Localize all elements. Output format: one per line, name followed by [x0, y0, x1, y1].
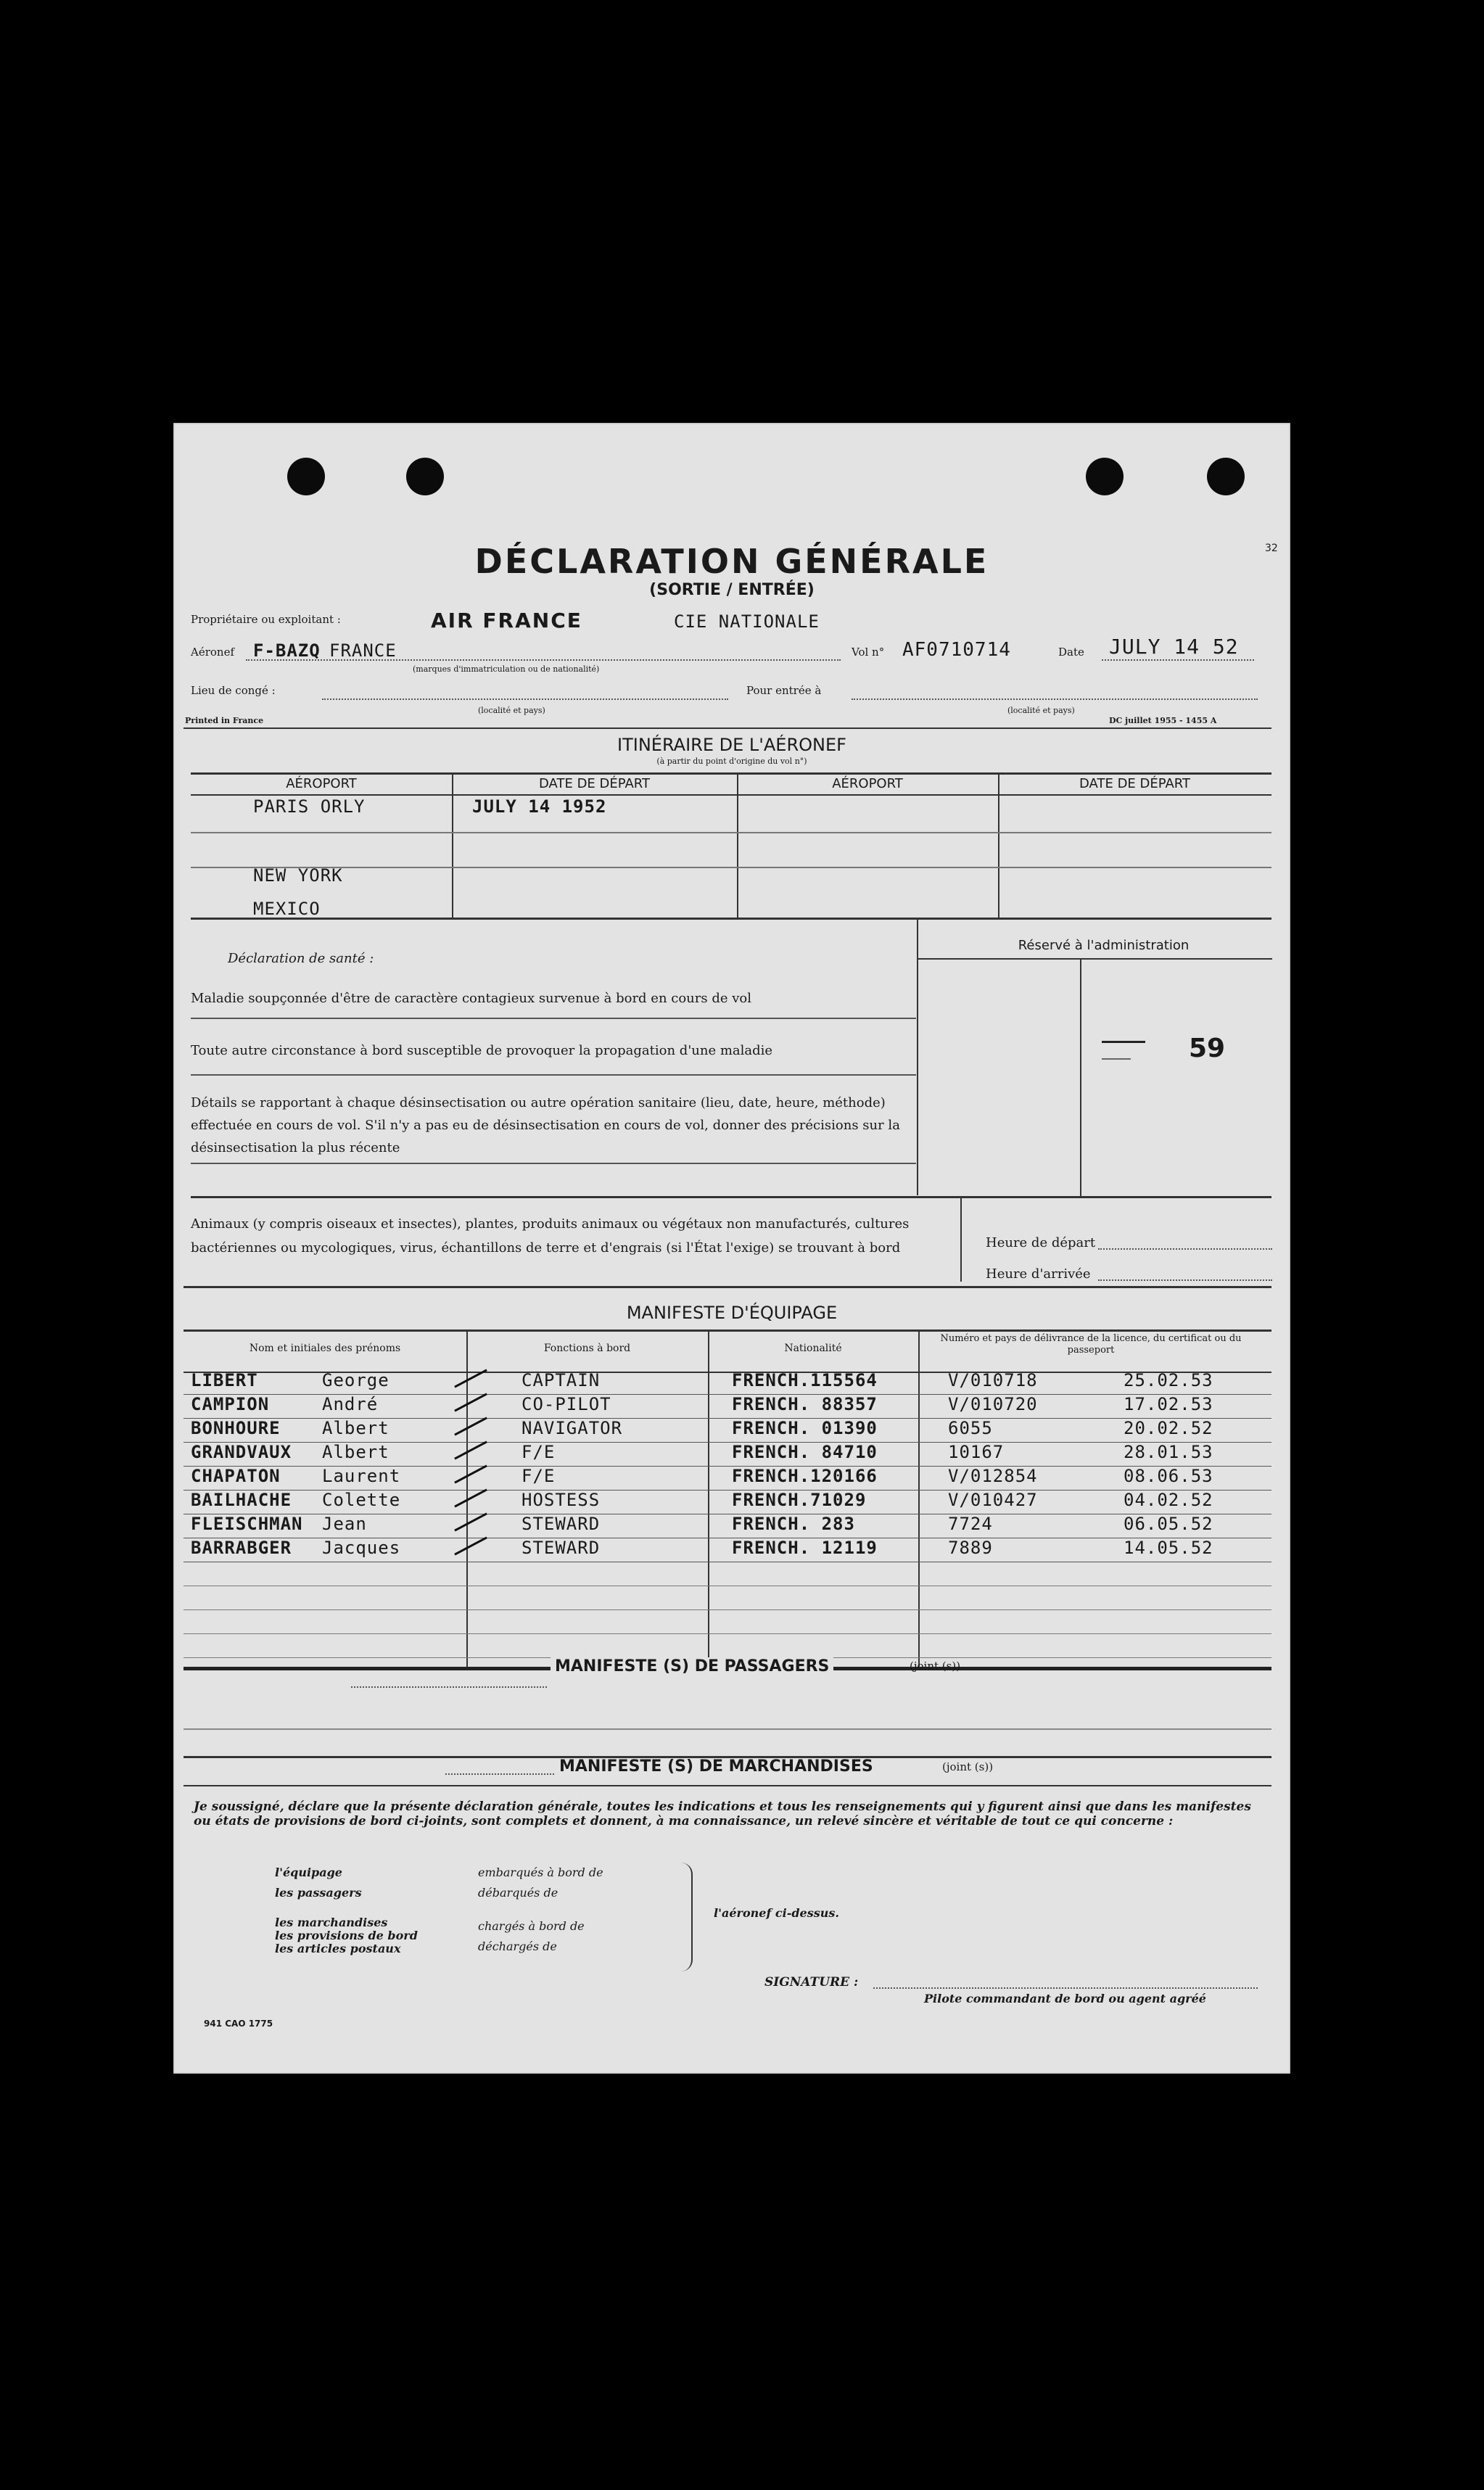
crew-check-mark — [454, 1440, 487, 1459]
signature-label: SIGNATURE : — [764, 1975, 859, 1990]
crew-cell-date: 14.05.52 — [1124, 1538, 1213, 1558]
itinerary-header-airport-1: AÉROPORT — [286, 776, 357, 791]
crew-cell-first: Albert — [322, 1418, 389, 1438]
date-value: JULY 14 52 — [1109, 635, 1239, 659]
admin-label: Réservé à l'administration — [1018, 938, 1190, 953]
crew-cell-nationality: FRENCH. 88357 — [732, 1394, 878, 1414]
itinerary-airport-1: PARIS ORLY — [253, 796, 366, 817]
action-unloaded: déchargés de — [478, 1939, 557, 1953]
itinerary-subtitle: (à partir du point d'origine du vol n°) — [656, 757, 807, 766]
crew-cell-license: V/010718 — [948, 1370, 1038, 1390]
crew-cell-nationality: FRENCH.120166 — [732, 1466, 878, 1486]
crew-header-function: Fonctions à bord — [543, 1343, 631, 1354]
crew-cell-surname: BARRABGER — [191, 1538, 292, 1558]
owner-label: Propriétaire ou exploitant : — [191, 613, 341, 626]
crew-cell-date: 08.06.53 — [1124, 1466, 1213, 1486]
action-disembarked: débarqués de — [478, 1886, 558, 1900]
form-code: 941 CAO 1775 — [204, 2019, 273, 2029]
aircraft-sub-label: (marques d'immatriculation ou de nationalité) — [413, 664, 600, 674]
owner-extra: CIE NATIONALE — [674, 611, 820, 632]
crew-empty-row-divider — [184, 1609, 1271, 1610]
crew-cell-function: STEWARD — [522, 1538, 601, 1558]
clearance-label: Lieu de congé : — [191, 684, 276, 697]
corner-note: 32 — [1265, 543, 1278, 554]
aircraft-reference: l'aéronef ci-dessus. — [714, 1906, 839, 1920]
crew-cell-function: HOSTESS — [522, 1490, 601, 1510]
aircraft-label: Aéronef — [191, 646, 234, 659]
health-line-1: Maladie soupçonnée d'être de caractère contagieux survenue à bord en cours de vol — [191, 991, 751, 1006]
crew-check-mark — [454, 1464, 487, 1483]
punch-hole-3 — [1086, 458, 1124, 495]
signer-role: Pilote commandant de bord ou agent agréé — [924, 1992, 1206, 2005]
crew-check-mark — [454, 1536, 487, 1555]
crew-cell-function: F/E — [522, 1466, 556, 1486]
crew-cell-surname: BAILHACHE — [191, 1490, 292, 1510]
aircraft-nationality: FRANCE — [329, 640, 397, 661]
crew-check-mark — [454, 1393, 487, 1411]
departure-time-label: Heure de départ — [986, 1235, 1096, 1250]
form-edition: DC juillet 1955 - 1455 A — [1109, 716, 1217, 725]
crew-cell-function: STEWARD — [522, 1514, 601, 1534]
crew-header-name: Nom et initiales des prénoms — [249, 1343, 401, 1354]
crew-cell-function: NAVIGATOR — [522, 1418, 623, 1438]
subject-passengers: les passagers — [275, 1886, 362, 1900]
flight-label: Vol n° — [852, 646, 885, 659]
crew-cell-surname: GRANDVAUX — [191, 1442, 292, 1462]
punch-hole-2 — [406, 458, 444, 495]
crew-cell-nationality: FRENCH.71029 — [732, 1490, 867, 1510]
crew-cell-first: André — [322, 1394, 379, 1414]
document-page — [173, 423, 1290, 2074]
cargo-manifest-note: (joint (s)) — [942, 1760, 994, 1773]
subject-mail: les articles postaux — [275, 1942, 401, 1955]
animals-text: Animaux (y compris oiseaux et insectes), plantes, produits animaux ou végétaux non manufacturés, cultures bactériennes ou mycologiques, virus, échantillons de terre et d'engrais (si l'État l'exige) se trouvant à bord — [191, 1216, 910, 1256]
crew-check-mark — [454, 1417, 487, 1435]
crew-cell-nationality: FRENCH. 84710 — [732, 1442, 878, 1462]
flight-number: AF0710714 — [902, 639, 1011, 661]
crew-cell-license: 6055 — [948, 1418, 993, 1438]
health-line-2: Toute autre circonstance à bord susceptible de provoquer la propagation d'une maladie — [191, 1043, 773, 1058]
crew-check-mark — [454, 1488, 487, 1507]
owner-value: AIR FRANCE — [431, 609, 582, 632]
crew-cell-license: 10167 — [948, 1442, 1005, 1462]
subject-provisions: les provisions de bord — [275, 1929, 418, 1942]
health-line-3: Détails se rapportant à chaque désinsectisation ou autre opération sanitaire (lieu, date, heure, méthode) effectuée en cours de vol. S'il n'y a pas eu de désinsectisation en cours de vol, donner des précisions sur la désinsectisation la plus récente — [191, 1095, 900, 1155]
crew-cell-first: Colette — [322, 1490, 401, 1510]
printed-in: Printed in France — [185, 716, 264, 725]
itinerary-airport-2: NEW YORK — [253, 865, 343, 886]
crew-cell-function: CAPTAIN — [522, 1370, 601, 1390]
crew-cell-first: Albert — [322, 1442, 389, 1462]
crew-cell-date: 25.02.53 — [1124, 1370, 1213, 1390]
action-embarked: embarqués à bord de — [478, 1866, 603, 1879]
crew-cell-surname: CAMPION — [191, 1394, 270, 1414]
declaration-text: Je soussigné, déclare que la présente déclaration générale, toutes les indications et tous les renseignements qui y figurent ainsi que dans les manifestes ou états de provisions de bord ci-joints, sont complets et donnent, à ma connaissance, un relevé sincère et véritable de tout ce qui concerne : — [194, 1800, 1251, 1829]
crew-cell-function: CO-PILOT — [522, 1394, 611, 1414]
punch-hole-4 — [1207, 458, 1245, 495]
passenger-manifest-note: (joint (s)) — [910, 1660, 961, 1673]
entry-label: Pour entrée à — [746, 684, 822, 697]
crew-cell-first: Laurent — [322, 1466, 401, 1486]
crew-cell-first: Jacques — [322, 1538, 401, 1558]
subject-cargo: les marchandises — [275, 1916, 388, 1929]
crew-cell-license: 7724 — [948, 1514, 993, 1534]
crew-cell-nationality: FRENCH.115564 — [732, 1370, 878, 1390]
aircraft-registration: F-BAZQ — [253, 640, 321, 661]
crew-cell-license: V/010427 — [948, 1490, 1038, 1510]
crew-cell-surname: FLEISCHMAN — [191, 1514, 303, 1534]
crew-header-license: Numéro et pays de délivrance de la licence, du certificat ou du passeport — [940, 1333, 1242, 1356]
cargo-manifest-title: MANIFESTE (S) DE MARCHANDISES — [559, 1757, 873, 1776]
crew-cell-date: 17.02.53 — [1124, 1394, 1213, 1414]
crew-cell-date: 28.01.53 — [1124, 1442, 1213, 1462]
crew-cell-first: Jean — [322, 1514, 367, 1534]
crew-header-nationality: Nationalité — [784, 1343, 842, 1354]
declaration-subjects — [275, 1863, 463, 1955]
page-subtitle: (SORTIE / ENTRÉE) — [649, 581, 815, 599]
page-title: DÉCLARATION GÉNÉRALE — [474, 542, 989, 581]
clearance-sub-label: (localité et pays) — [478, 706, 545, 715]
crew-cell-date: 20.02.52 — [1124, 1418, 1213, 1438]
punch-hole-1 — [287, 458, 325, 495]
crew-cell-license: V/012854 — [948, 1466, 1038, 1486]
crew-cell-license: 7889 — [948, 1538, 993, 1558]
health-heading: Déclaration de santé : — [228, 951, 374, 966]
itinerary-header-date-2: DATE DE DÉPART — [1079, 776, 1190, 791]
entry-sub-label: (localité et pays) — [1007, 706, 1075, 715]
crew-empty-row-divider — [184, 1633, 1271, 1634]
admin-number: 59 — [1189, 1034, 1226, 1063]
crew-cell-surname: LIBERT — [191, 1370, 258, 1390]
crew-title: MANIFESTE D'ÉQUIPAGE — [626, 1303, 838, 1323]
declaration-actions — [478, 1863, 603, 1957]
crew-cell-nationality: FRENCH. 283 — [732, 1514, 855, 1534]
crew-cell-license: V/010720 — [948, 1394, 1038, 1414]
itinerary-header-airport-2: AÉROPORT — [832, 776, 903, 791]
itinerary-airport-3: MEXICO — [253, 899, 321, 919]
itinerary-departure-date: JULY 14 1952 — [472, 796, 607, 817]
crew-cell-function: F/E — [522, 1442, 556, 1462]
crew-cell-surname: CHAPATON — [191, 1466, 281, 1486]
crew-cell-first: George — [322, 1370, 389, 1390]
date-label: Date — [1058, 646, 1084, 659]
subject-crew: l'équipage — [275, 1866, 342, 1879]
itinerary-title: ITINÉRAIRE DE L'AÉRONEF — [617, 735, 846, 755]
crew-cell-surname: BONHOURE — [191, 1418, 281, 1438]
crew-cell-date: 04.02.52 — [1124, 1490, 1213, 1510]
action-loaded: chargés à bord de — [478, 1919, 585, 1933]
crew-cell-date: 06.05.52 — [1124, 1514, 1213, 1534]
itinerary-header-date-1: DATE DE DÉPART — [539, 776, 650, 791]
arrival-time-label: Heure d'arrivée — [986, 1266, 1091, 1282]
crew-cell-nationality: FRENCH. 01390 — [732, 1418, 878, 1438]
passenger-manifest-title: MANIFESTE (S) DE PASSAGERS — [551, 1657, 833, 1675]
crew-check-mark — [454, 1512, 487, 1531]
crew-cell-nationality: FRENCH. 12119 — [732, 1538, 878, 1558]
